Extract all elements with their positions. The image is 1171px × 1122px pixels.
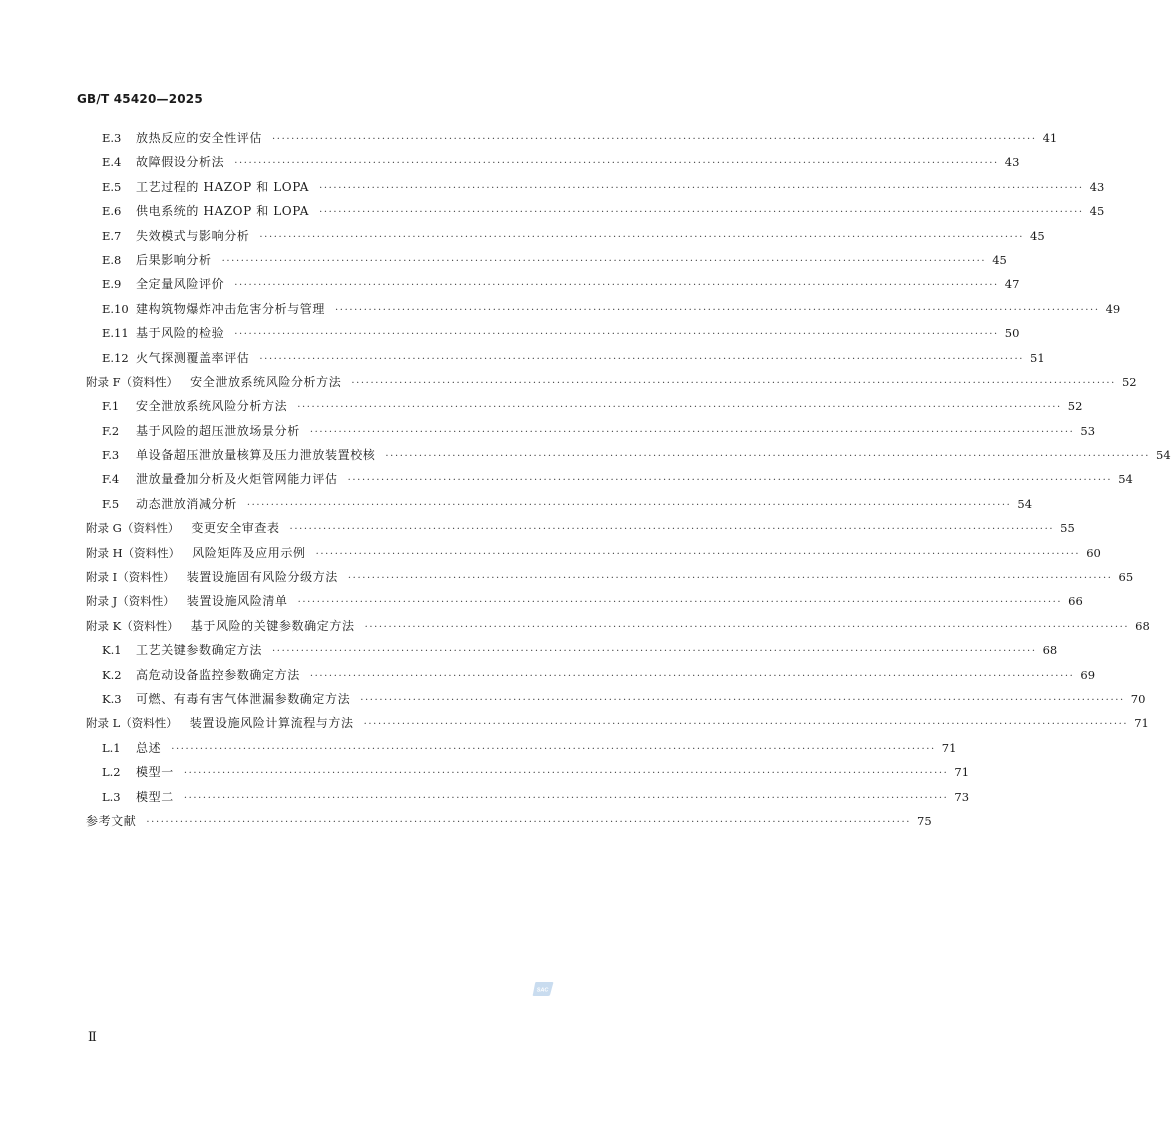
toc-entry-title: 基于风险的检验: [136, 326, 225, 341]
toc-entry-number: 附录 H（资料性）: [86, 545, 181, 560]
toc-entry-page: 73: [954, 789, 970, 804]
toc-entry-number: F.3: [102, 448, 120, 463]
toc-entry[interactable]: [0, 541, 1101, 565]
table-of-contents: [0, 126, 1171, 833]
toc-entry-number: F.1: [102, 399, 120, 414]
toc-entry[interactable]: [0, 199, 1105, 223]
toc-entry-number: F.2: [102, 423, 120, 438]
toc-entry[interactable]: [0, 663, 1096, 687]
toc-entry-number: F.5: [102, 496, 120, 511]
toc-entry-number: K.2: [102, 667, 122, 682]
toc-leader-dots: ································································································································································: [385, 451, 1150, 463]
toc-entry-number: 附录 K（资料性）: [86, 618, 179, 633]
toc-leader-dots: ································································································································································: [364, 621, 1130, 633]
toc-entry-number: E.7: [102, 228, 122, 243]
toc-entry-page: 68: [1135, 618, 1150, 633]
toc-leader-dots: ································································································································································: [297, 402, 1062, 414]
toc-entry-title: 高危动设备监控参数确定方法: [136, 667, 300, 682]
toc-entry[interactable]: [0, 492, 1033, 516]
toc-leader-dots: ································································································································································: [309, 426, 1075, 438]
toc-leader-dots: ································································································································································: [297, 597, 1063, 609]
toc-entry-title: 火气探测覆盖率评估: [136, 350, 250, 365]
toc-entry-number: E.6: [102, 204, 122, 219]
toc-entry-page: 54: [1017, 496, 1033, 511]
toc-entry-page: 65: [1118, 570, 1134, 585]
toc-entry-page: 71: [941, 740, 957, 755]
toc-leader-dots: ································································································································································: [221, 255, 987, 267]
toc-entry-title: 装置设施风险清单: [186, 594, 288, 609]
toc-entry[interactable]: [0, 394, 1083, 418]
toc-entry[interactable]: [0, 224, 1045, 248]
toc-leader-dots: ································································································································································: [234, 329, 999, 341]
toc-entry-title: 单设备超压泄放量核算及压力泄放装置校核: [136, 448, 376, 463]
toc-leader-dots: ································································································································································: [272, 646, 1037, 658]
toc-entry-page: 47: [1004, 277, 1020, 292]
toc-entry[interactable]: [0, 175, 1105, 199]
toc-leader-dots: ································································································································································: [289, 524, 1055, 536]
toc-entry[interactable]: [0, 248, 1007, 272]
toc-entry-title: 总述: [136, 740, 162, 755]
toc-entry-title: 工艺关键参数确定方法: [136, 643, 263, 658]
toc-entry-page: 43: [1089, 179, 1105, 194]
document-header-standard-id: GB/T 45420—2025: [77, 92, 203, 106]
toc-entry-number: 附录 J（资料性）: [86, 594, 175, 609]
toc-entry-number: 附录 G（资料性）: [86, 521, 180, 536]
toc-entry-title: 放热反应的安全性评估: [136, 131, 263, 145]
toc-leader-dots: ································································································································································: [360, 694, 1125, 706]
toc-entry-number: E.10: [102, 301, 129, 316]
toc-entry-title: 后果影响分析: [136, 252, 212, 267]
toc-entry[interactable]: [0, 126, 1058, 150]
toc-entry-title: 基于风险的关键参数确定方法: [190, 618, 355, 633]
toc-leader-dots: ································································································································································: [363, 719, 1129, 731]
toc-leader-dots: ································································································································································: [347, 573, 1113, 585]
toc-leader-dots: ································································································································································: [259, 353, 1024, 365]
toc-entry[interactable]: [0, 809, 932, 833]
toc-entry-number: K.3: [102, 691, 122, 706]
toc-entry-number: 附录 I（资料性）: [86, 570, 175, 585]
toc-leader-dots: ································································································································································: [259, 231, 1024, 243]
toc-entry-page: 71: [954, 765, 970, 780]
toc-entry-page: 53: [1080, 423, 1096, 438]
toc-leader-dots: ································································································································································: [319, 207, 1084, 219]
toc-entry[interactable]: [0, 565, 1134, 589]
toc-entry[interactable]: [0, 272, 1020, 296]
toc-entry[interactable]: [0, 346, 1045, 370]
toc-entry[interactable]: [0, 638, 1058, 662]
toc-entry-title: 全定量风险评价: [136, 277, 225, 292]
toc-entry[interactable]: [0, 150, 1020, 174]
toc-leader-dots: ································································································································································: [351, 377, 1116, 389]
toc-entry-title: 可燃、有毒有害气体泄漏参数确定方法: [136, 691, 351, 706]
toc-entry-page: 52: [1121, 374, 1137, 389]
toc-entry-title: 建构筑物爆炸冲击危害分析与管理: [136, 301, 326, 316]
toc-entry[interactable]: [0, 687, 1146, 711]
toc-entry[interactable]: [0, 516, 1075, 540]
toc-entry-page: 54: [1118, 472, 1133, 487]
toc-entry[interactable]: [0, 614, 1150, 638]
toc-entry-title: 参考文献: [86, 813, 137, 828]
toc-entry[interactable]: [0, 736, 957, 760]
toc-entry[interactable]: [0, 370, 1137, 394]
toc-entry-page: 60: [1086, 545, 1101, 560]
toc-entry-number: L.3: [102, 789, 121, 804]
toc-entry-page: 52: [1067, 399, 1083, 414]
toc-leader-dots: ································································································································································: [234, 280, 999, 292]
toc-entry-number: L.2: [102, 765, 121, 780]
toc-entry[interactable]: [0, 589, 1083, 613]
toc-leader-dots: ································································································································································: [309, 670, 1075, 682]
sac-logo-icon: [532, 981, 554, 997]
toc-entry-page: 68: [1042, 643, 1058, 658]
toc-entry-page: 45: [1089, 204, 1105, 219]
toc-entry-title: 模型二: [136, 789, 174, 804]
toc-entry-page: 55: [1060, 521, 1075, 536]
toc-entry-number: E.8: [102, 252, 122, 267]
toc-entry-number: E.11: [102, 326, 129, 341]
toc-entry[interactable]: [0, 419, 1096, 443]
toc-leader-dots: ································································································································································: [347, 475, 1113, 487]
toc-entry[interactable]: [0, 297, 1121, 321]
toc-leader-dots: ································································································································································: [146, 816, 911, 828]
toc-entry-title: 失效模式与影响分析: [136, 228, 250, 243]
toc-entry-number: E.3: [102, 131, 122, 145]
toc-entry[interactable]: [0, 321, 1020, 345]
toc-leader-dots: ································································································································································: [335, 304, 1100, 316]
toc-leader-dots: ································································································································································: [234, 158, 999, 170]
toc-entry-number: F.4: [102, 472, 120, 487]
toc-entry-title: 变更安全审查表: [191, 521, 280, 536]
toc-entry-title: 供电系统的 HAZOP 和 LOPA: [136, 204, 310, 219]
toc-entry-page: 69: [1080, 667, 1096, 682]
toc-entry-title: 装置设施风险计算流程与方法: [189, 716, 354, 731]
toc-entry-title: 泄放量叠加分析及火炬管网能力评估: [136, 472, 338, 487]
toc-entry-page: 70: [1130, 691, 1146, 706]
toc-leader-dots: ································································································································································: [171, 743, 936, 755]
toc-entry-page: 66: [1068, 594, 1083, 609]
toc-entry[interactable]: [0, 467, 1133, 491]
toc-entry[interactable]: [0, 443, 1171, 467]
toc-entry-page: 75: [917, 813, 932, 828]
toc-entry-number: L.1: [102, 740, 121, 755]
toc-entry[interactable]: [0, 760, 970, 784]
footer-page-number: Ⅱ: [88, 1030, 97, 1045]
toc-entry-page: 45: [992, 252, 1007, 267]
toc-entry-title: 安全泄放系统风险分析方法: [136, 399, 288, 414]
toc-entry-page: 71: [1134, 716, 1149, 731]
toc-entry-page: 45: [1030, 228, 1045, 243]
toc-entry-title: 动态泄放消减分析: [136, 496, 237, 511]
toc-entry-page: 50: [1004, 326, 1020, 341]
toc-entry-page: 54: [1156, 448, 1171, 463]
toc-entry-title: 故障假设分析法: [136, 155, 225, 170]
toc-entry-page: 49: [1105, 301, 1121, 316]
toc-leader-dots: ································································································································································: [183, 768, 949, 780]
toc-entry-page: 41: [1042, 131, 1058, 145]
toc-entry[interactable]: [0, 711, 1149, 735]
toc-entry-page: 43: [1004, 155, 1020, 170]
toc-entry-number: E.9: [102, 277, 122, 292]
toc-entry-title: 装置设施固有风险分级方法: [186, 570, 338, 585]
toc-entry-number: K.1: [102, 643, 122, 658]
toc-entry-title: 风险矩阵及应用示例: [192, 545, 306, 560]
toc-entry-number: E.4: [102, 155, 122, 170]
toc-entry-number: 附录 L（资料性）: [86, 716, 178, 731]
toc-entry[interactable]: [0, 785, 970, 809]
toc-entry-title: 基于风险的超压泄放场景分析: [136, 423, 300, 438]
toc-leader-dots: ································································································································································: [272, 134, 1037, 145]
toc-leader-dots: ································································································································································: [246, 499, 1012, 511]
toc-entry-page: 51: [1030, 350, 1045, 365]
toc-entry-title: 工艺过程的 HAZOP 和 LOPA: [136, 179, 310, 194]
toc-leader-dots: ································································································································································: [183, 792, 949, 804]
toc-entry-number: E.5: [102, 179, 122, 194]
sac-logo-text: SAC: [536, 987, 549, 994]
toc-leader-dots: ································································································································································: [319, 182, 1084, 194]
toc-entry-number: 附录 F（资料性）: [86, 374, 179, 389]
toc-entry-title: 模型一: [136, 765, 174, 780]
toc-entry-number: E.12: [102, 350, 129, 365]
toc-entry-title: 安全泄放系统风险分析方法: [190, 374, 342, 389]
toc-leader-dots: ································································································································································: [315, 548, 1081, 560]
